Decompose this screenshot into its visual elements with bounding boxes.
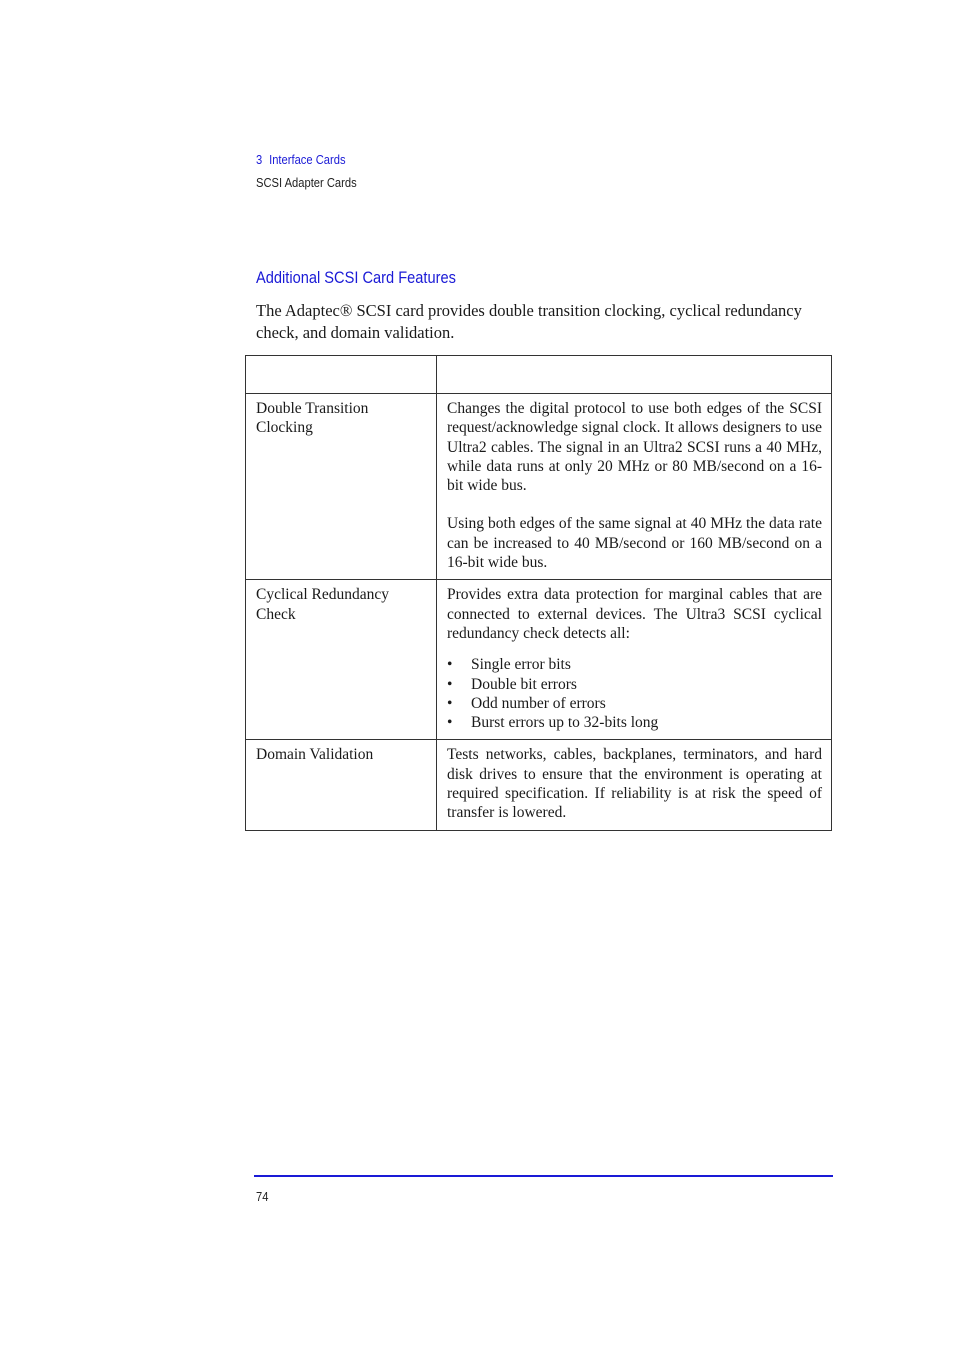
- table-row: [246, 580, 832, 740]
- list-item: • Burst errors up to 32-bits long: [447, 713, 822, 732]
- chapter-heading: [256, 150, 357, 170]
- section-heading: Additional SCSI Card Features: [256, 268, 456, 287]
- feature-description-cell: [437, 740, 832, 830]
- table-header-cell-feature: [246, 356, 437, 394]
- feature-name-cell: Double Transition Clocking: [246, 394, 437, 580]
- bullet-list: [447, 655, 822, 732]
- list-item: • Double bit errors: [447, 675, 822, 694]
- table-row: [246, 394, 832, 580]
- description-paragraph: Using both edges of the same signal at 40 MHz the data rate can be increased to 40 MB/second or 160 MB/second on a 16-bit wide bus.: [447, 515, 822, 572]
- chapter-title: Interface Cards: [269, 152, 346, 167]
- description-paragraph: Changes the digital protocol to use both edges of the SCSI request/acknowledge signal clock. It allows designers to use Ultra2 cables. The signal in an Ultra2 SCSI runs a 40 MHz, while data runs at only 20 MHz or 80 MB/second on a 16-bit wide bus.: [447, 400, 822, 495]
- table-header-row: [246, 356, 832, 394]
- feature-name-cell: Domain Validation: [246, 740, 437, 830]
- features-table: [245, 355, 832, 831]
- running-header: [256, 150, 357, 193]
- chapter-number: 3: [256, 152, 263, 167]
- footer-rule: [254, 1175, 833, 1177]
- table-header-cell-description: [437, 356, 832, 394]
- description-paragraph: Tests networks, cables, backplanes, terminators, and hard disk drives to ensure that the environment is operating at required specification. If reliability is at risk the speed of transfer is lowered.: [447, 746, 822, 822]
- table-row: [246, 740, 832, 830]
- page-number: 74: [256, 1189, 269, 1204]
- feature-name-cell: Cyclical Redundancy Check: [246, 580, 437, 740]
- feature-description-cell: [437, 394, 832, 580]
- section-title: SCSI Adapter Cards: [256, 175, 357, 190]
- description-paragraph: Provides extra data protection for marginal cables that are connected to external devices. The Ultra3 SCSI cyclical redundancy check detects all:: [447, 586, 822, 642]
- list-item: • Single error bits: [447, 655, 822, 674]
- list-item: • Odd number of errors: [447, 694, 822, 713]
- feature-description-cell: [437, 580, 832, 740]
- intro-paragraph: The Adaptec® SCSI card provides double transition clocking, cyclical redundancy check, and domain validation.: [256, 301, 802, 342]
